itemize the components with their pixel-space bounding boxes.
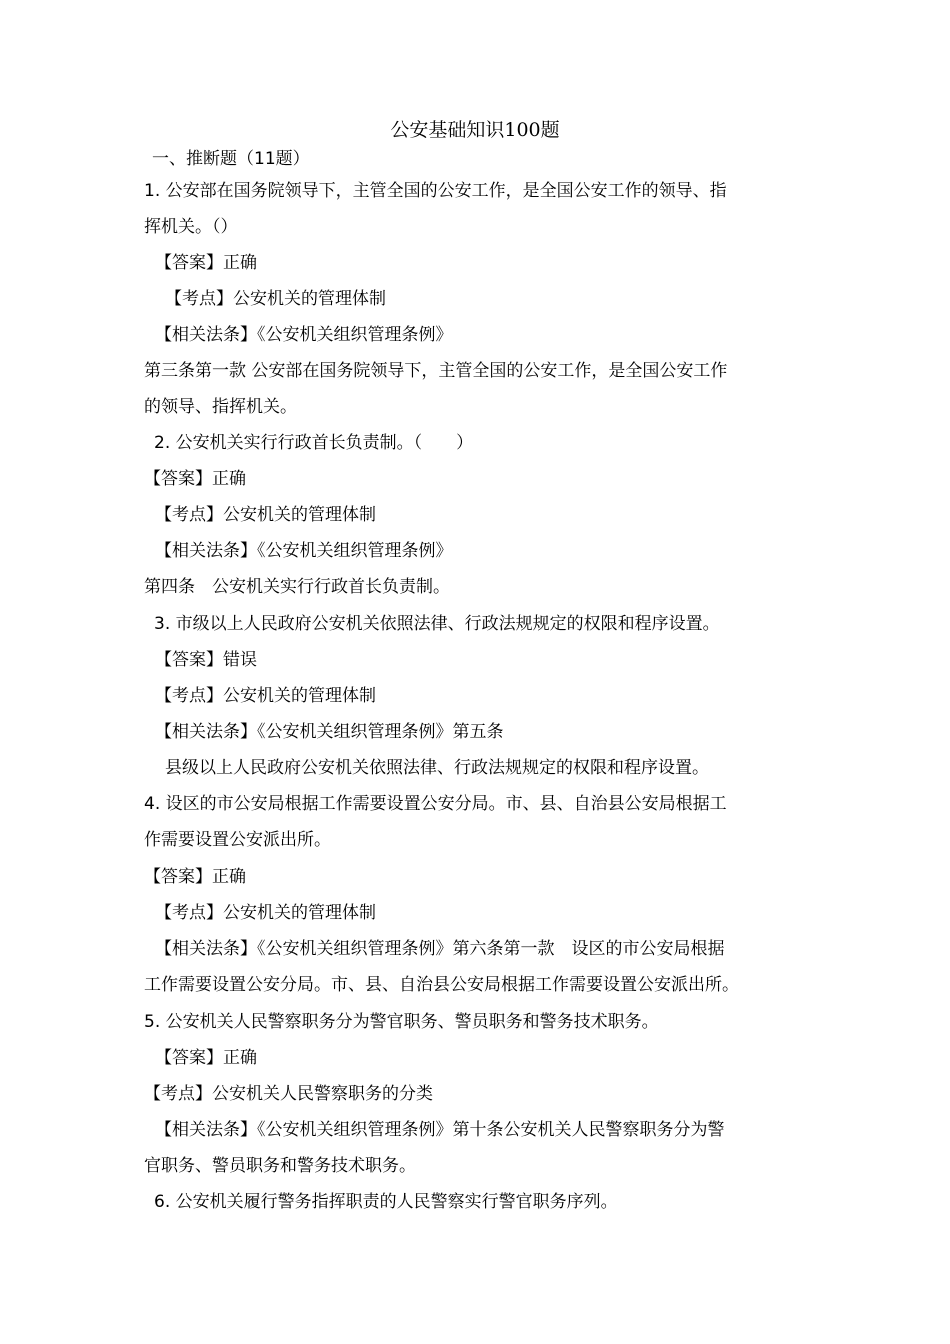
answer-5: 【答案】正确: [155, 1048, 257, 1068]
topic-3: 【考点】公安机关的管理体制: [155, 686, 376, 706]
answer-1: 【答案】正确: [155, 253, 257, 273]
question-1-line-2: 挥机关。（）: [144, 217, 238, 237]
topic-5: 【考点】公安机关人民警察职务的分类: [144, 1084, 433, 1104]
answer-2: 【答案】正确: [144, 469, 246, 489]
section-heading: 一、推断题（11题）: [152, 149, 310, 169]
law-3-text: 县级以上人民政府公安机关依照法律、行政法规规定的权限和程序设置。: [165, 758, 709, 778]
law-1-text-line-1: 第三条第一款 公安部在国务院领导下，主管全国的公安工作，是全国公安工作: [144, 361, 728, 381]
law-3: 【相关法条】《公安机关组织管理条例》第五条: [155, 722, 504, 742]
answer-4: 【答案】正确: [144, 867, 246, 887]
law-4-line-2: 工作需要设置公安分局。市、县、自治县公安局根据工作需要设置公安派出所。: [144, 975, 739, 995]
law-1-text-line-2: 的领导、指挥机关。: [144, 397, 297, 417]
question-6: 6. 公安机关履行警务指挥职责的人民警察实行警官职务序列。: [154, 1192, 618, 1212]
question-1-line-1: 1. 公安部在国务院领导下，主管全国的公安工作，是全国公安工作的领导、指: [144, 181, 727, 201]
question-4-line-2: 作需要设置公安派出所。: [144, 830, 331, 850]
document-title: 公安基础知识100题: [390, 119, 560, 141]
law-4-line-1: 【相关法条】《公安机关组织管理条例》第六条第一款 设区的市公安局根据: [155, 939, 725, 959]
law-2: 【相关法条】《公安机关组织管理条例》: [155, 541, 453, 561]
question-5: 5. 公安机关人民警察职务分为警官职务、警员职务和警务技术职务。: [144, 1012, 659, 1032]
answer-3: 【答案】错误: [155, 650, 257, 670]
question-4-line-1: 4. 设区的市公安局根据工作需要设置公安分局。市、县、自治县公安局根据工: [144, 794, 727, 814]
law-2-text: 第四条 公安机关实行行政首长负责制。: [144, 577, 450, 597]
law-5-line-1: 【相关法条】《公安机关组织管理条例》第十条公安机关人民警察职务分为警: [155, 1120, 725, 1140]
law-1: 【相关法条】《公安机关组织管理条例》: [155, 325, 453, 345]
question-2: 2. 公安机关实行行政首长负责制。（ ）: [154, 433, 474, 453]
topic-4: 【考点】公安机关的管理体制: [155, 903, 376, 923]
law-5-line-2: 官职务、警员职务和警务技术职务。: [144, 1156, 416, 1176]
question-3: 3. 市级以上人民政府公安机关依照法律、行政法规规定的权限和程序设置。: [154, 614, 720, 634]
topic-1: 【考点】公安机关的管理体制: [165, 289, 386, 309]
topic-2: 【考点】公安机关的管理体制: [155, 505, 376, 525]
